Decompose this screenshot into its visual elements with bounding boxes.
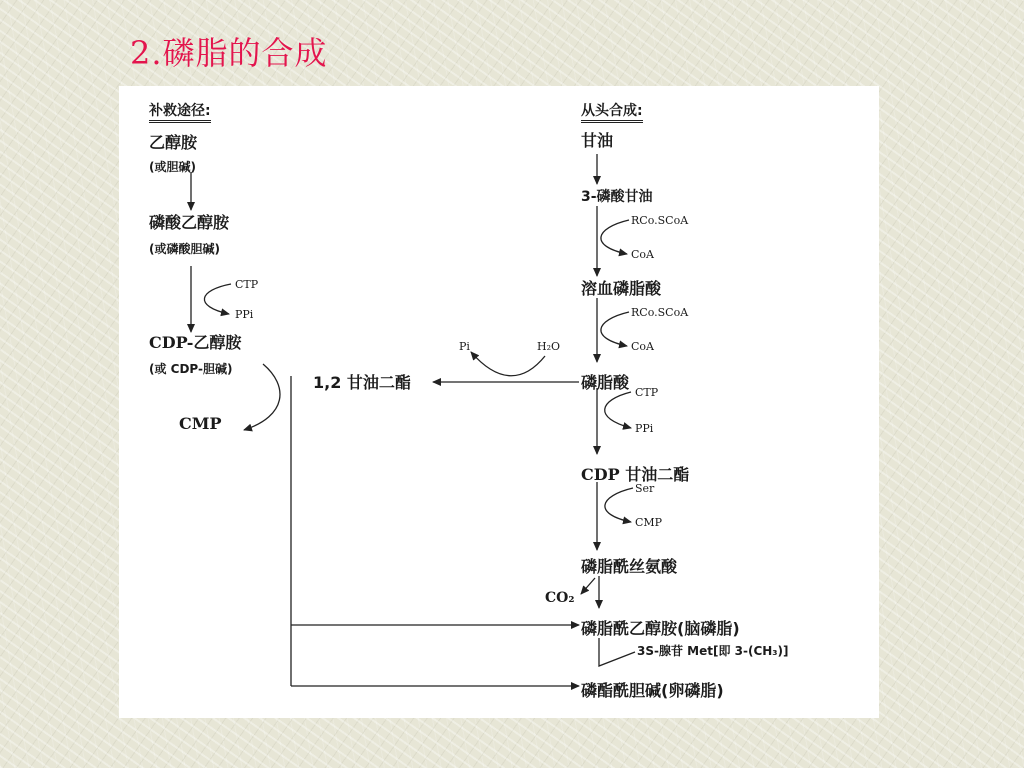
curve-salvage-ctp [204, 284, 231, 314]
label-pi: Pi [459, 340, 470, 353]
node-ethanolamine: 乙醇胺 [149, 133, 198, 152]
node-lysophosphatidic-acid: 溶血磷脂酸 [581, 279, 662, 298]
label-methyl-donor: 3S-腺苷 Met[即 3-(CH₃)] [637, 644, 789, 658]
node-phosphatidylethanolamine: 磷脂酰乙醇胺(脑磷脂) [581, 619, 740, 638]
salvage-heading: 补救途径: [149, 100, 211, 120]
label-acyl-in-1: RCo.SCoA [631, 214, 689, 227]
denovo-heading: 从头合成: [581, 100, 643, 120]
node-cdp-ethanolamine-alt: (或 CDP-胆碱) [149, 362, 233, 376]
label-cmp-denovo: CMP [635, 516, 663, 529]
label-ppi-2: PPi [635, 422, 654, 435]
label-ser: Ser [635, 482, 655, 495]
node-diacylglycerol: 1,2 甘油二酯 [313, 373, 411, 392]
label-coa-out-2: CoA [631, 340, 654, 353]
label-coa-out-1: CoA [631, 248, 654, 261]
node-phosphoethanolamine-alt: (或磷酸胆碱) [149, 242, 220, 256]
node-glycerol: 甘油 [581, 131, 614, 150]
label-salvage-ctp: CTP [235, 278, 259, 291]
node-cmp-salvage: CMP [179, 414, 222, 433]
curve-ctp-2 [605, 392, 631, 428]
curve-hydrolysis [471, 352, 545, 376]
curve-acyl-1 [601, 220, 629, 254]
curve-cmp [244, 364, 280, 430]
pathway-arrows [119, 86, 879, 718]
node-glycerol-3-phosphate: 3-磷酸甘油 [581, 189, 653, 205]
node-phosphoethanolamine: 磷酸乙醇胺 [149, 213, 230, 232]
label-acyl-in-2: RCo.SCoA [631, 306, 689, 319]
arrow-co2 [581, 578, 595, 594]
label-h2o: H₂O [537, 340, 561, 353]
node-cdp-ethanolamine: CDP-乙醇胺 [149, 333, 242, 352]
label-co2: CO₂ [545, 590, 575, 606]
node-phosphatidylcholine: 磷酯酰胆碱(卵磷脂) [581, 681, 724, 700]
node-phosphatidic-acid: 磷脂酸 [581, 373, 630, 392]
node-ethanolamine-alt: (或胆碱) [149, 160, 196, 174]
label-ctp-2: CTP [635, 386, 659, 399]
slide-title: 2.磷脂的合成 [130, 34, 328, 72]
curve-ser [605, 488, 633, 522]
pathway-diagram [119, 86, 879, 718]
line-methyl [599, 638, 635, 666]
node-phosphatidylserine: 磷脂酰丝氨酸 [581, 557, 678, 576]
node-cdp-diacylglycerol: CDP 甘油二酯 [581, 465, 690, 484]
curve-acyl-2 [601, 312, 629, 346]
label-salvage-ppi: PPi [235, 308, 254, 321]
